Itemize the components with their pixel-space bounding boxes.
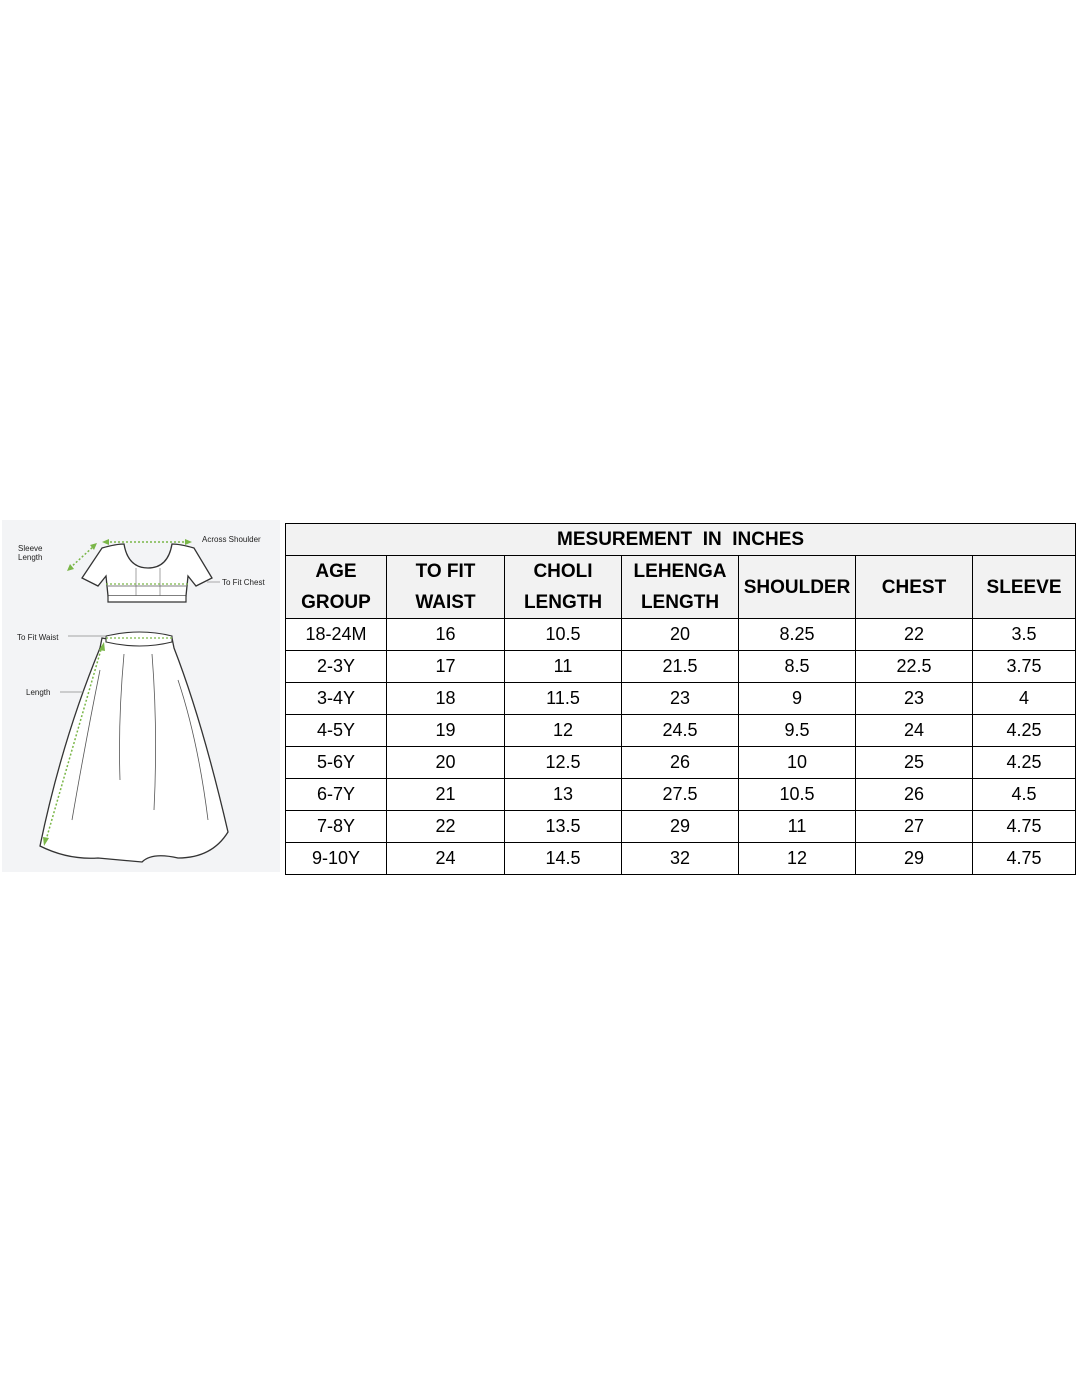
age-group-cell: 7-8Y: [286, 811, 387, 843]
measurement-cell: 11: [505, 651, 622, 683]
measurement-cell: 23: [622, 683, 739, 715]
length-label: Length: [26, 688, 51, 697]
table-body: [286, 619, 1076, 875]
age-group-cell: 2-3Y: [286, 651, 387, 683]
measurement-cell: 25: [856, 747, 973, 779]
age-group-cell: 6-7Y: [286, 779, 387, 811]
measurement-cell: 10: [739, 747, 856, 779]
measurement-cell: 9.5: [739, 715, 856, 747]
table-row: [286, 683, 1076, 715]
measurement-cell: 21: [387, 779, 505, 811]
measurement-cell: 24.5: [622, 715, 739, 747]
column-header: LEHENGA LENGTH: [622, 556, 739, 619]
measurement-cell: 26: [622, 747, 739, 779]
measurement-cell: 19: [387, 715, 505, 747]
measurement-cell: 4.75: [973, 811, 1076, 843]
measurement-cell: 26: [856, 779, 973, 811]
table-row: [286, 747, 1076, 779]
measurement-cell: 16: [387, 619, 505, 651]
sleeve-length-label: Sleeve Length: [18, 544, 43, 562]
measurement-cell: 4.5: [973, 779, 1076, 811]
age-group-cell: 3-4Y: [286, 683, 387, 715]
column-header: TO FIT WAIST: [387, 556, 505, 619]
measurement-cell: 10.5: [505, 619, 622, 651]
age-group-cell: 5-6Y: [286, 747, 387, 779]
measurement-cell: 13.5: [505, 811, 622, 843]
table-row: [286, 779, 1076, 811]
garment-illustration: [2, 520, 280, 872]
column-header: CHOLI LENGTH: [505, 556, 622, 619]
header-row: [286, 556, 1076, 619]
measurement-cell: 8.5: [739, 651, 856, 683]
table-title: MESUREMENT IN INCHES: [286, 524, 1076, 556]
measurement-cell: 29: [856, 843, 973, 875]
age-group-cell: 4-5Y: [286, 715, 387, 747]
to-fit-waist-label: To Fit Waist: [17, 633, 59, 642]
column-header: AGE GROUP: [286, 556, 387, 619]
measurement-cell: 24: [387, 843, 505, 875]
measurement-cell: 29: [622, 811, 739, 843]
table-row: [286, 843, 1076, 875]
measurement-cell: 22: [387, 811, 505, 843]
measurement-cell: 4.25: [973, 715, 1076, 747]
table-row: [286, 651, 1076, 683]
size-chart-table: [285, 523, 1076, 875]
measurement-cell: 11: [739, 811, 856, 843]
column-header: SLEEVE: [973, 556, 1076, 619]
measurement-cell: 27: [856, 811, 973, 843]
table-row: [286, 811, 1076, 843]
measurement-cell: 10.5: [739, 779, 856, 811]
lehenga-outline: [40, 638, 228, 862]
column-header: CHEST: [856, 556, 973, 619]
measurement-cell: 32: [622, 843, 739, 875]
measurement-cell: 14.5: [505, 843, 622, 875]
measurement-cell: 24: [856, 715, 973, 747]
measurement-cell: 22.5: [856, 651, 973, 683]
measurement-cell: 4.75: [973, 843, 1076, 875]
table-row: [286, 715, 1076, 747]
to-fit-chest-label: To Fit Chest: [222, 578, 265, 587]
choli-outline: [82, 544, 212, 596]
measurement-cell: 4.25: [973, 747, 1076, 779]
measurement-cell: 27.5: [622, 779, 739, 811]
measurement-cell: 17: [387, 651, 505, 683]
measurement-cell: 8.25: [739, 619, 856, 651]
measurement-cell: 3.75: [973, 651, 1076, 683]
table-row: [286, 619, 1076, 651]
measurement-cell: 20: [387, 747, 505, 779]
age-group-cell: 18-24M: [286, 619, 387, 651]
across-shoulder-label: Across Shoulder: [202, 535, 261, 544]
measurement-cell: 3.5: [973, 619, 1076, 651]
measurement-cell: 12.5: [505, 747, 622, 779]
measurement-cell: 12: [505, 715, 622, 747]
measurement-cell: 20: [622, 619, 739, 651]
measurement-cell: 4: [973, 683, 1076, 715]
measurement-cell: 12: [739, 843, 856, 875]
column-header: SHOULDER: [739, 556, 856, 619]
measurement-cell: 11.5: [505, 683, 622, 715]
measurement-cell: 21.5: [622, 651, 739, 683]
measurement-cell: 18: [387, 683, 505, 715]
measurement-cell: 22: [856, 619, 973, 651]
measurement-cell: 23: [856, 683, 973, 715]
measurement-cell: 13: [505, 779, 622, 811]
age-group-cell: 9-10Y: [286, 843, 387, 875]
measurement-cell: 9: [739, 683, 856, 715]
